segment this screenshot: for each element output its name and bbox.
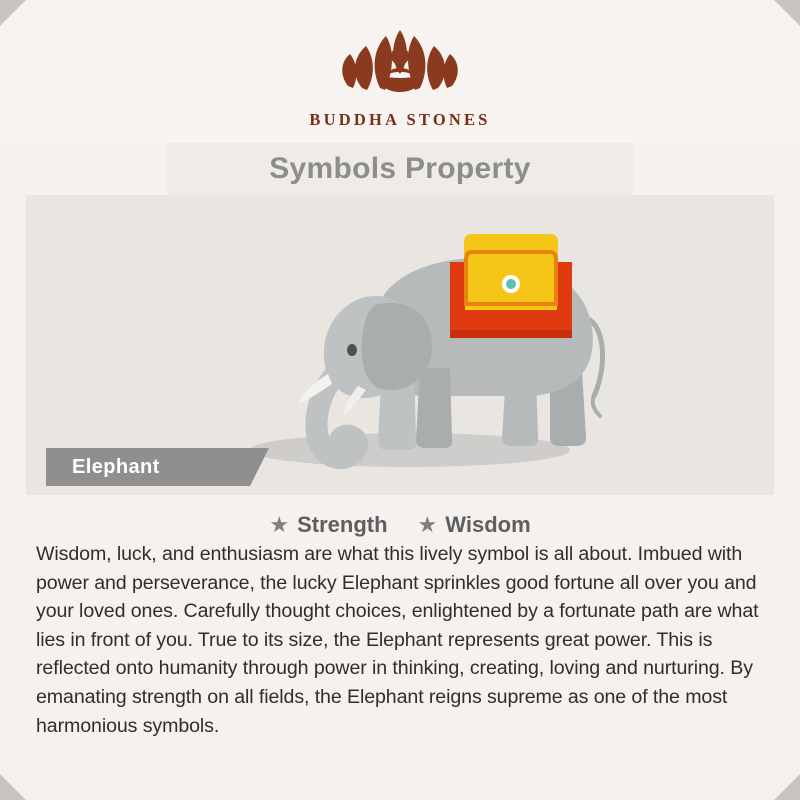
attribute-row — [0, 512, 800, 538]
corner-decoration-bottom-right — [774, 774, 800, 800]
page-title: Symbols Property — [269, 152, 531, 185]
corner-decoration-top-left — [0, 0, 26, 26]
star-icon: ★ — [417, 512, 438, 537]
corner-decoration-bottom-left — [0, 774, 26, 800]
attribute-label: Wisdom — [445, 512, 531, 537]
star-icon: ★ — [269, 512, 290, 537]
brand-name: BUDDHA STONES — [309, 110, 491, 129]
title-ribbon — [167, 143, 633, 195]
attribute-item — [418, 512, 531, 538]
corner-decoration-top-right — [774, 0, 800, 26]
description-paragraph: Wisdom, luck, and enthusiasm are what this lively symbol is all about. Imbued with power and perseverance, the lucky Elephant sprinkles good fortune all over you and your loved ones. Carefully thought choices, enlightened by a fortunate path are what lies in front of you. True to its size, the Elephant represents great power. This is reflected onto humanity through power in thinking, creating, loving and nurturing. By emanating strength on all fields, the Elephant reigns supreme as one of the most harmonious symbols. — [36, 543, 759, 737]
lotus-meditation-figure-icon — [310, 16, 490, 108]
symbol-label-tag — [46, 448, 250, 486]
symbol-label: Elephant — [72, 455, 160, 478]
attribute-label: Strength — [297, 512, 388, 537]
brand-header — [0, 0, 800, 146]
elephant-illustration — [120, 200, 680, 490]
attribute-item — [269, 512, 387, 538]
